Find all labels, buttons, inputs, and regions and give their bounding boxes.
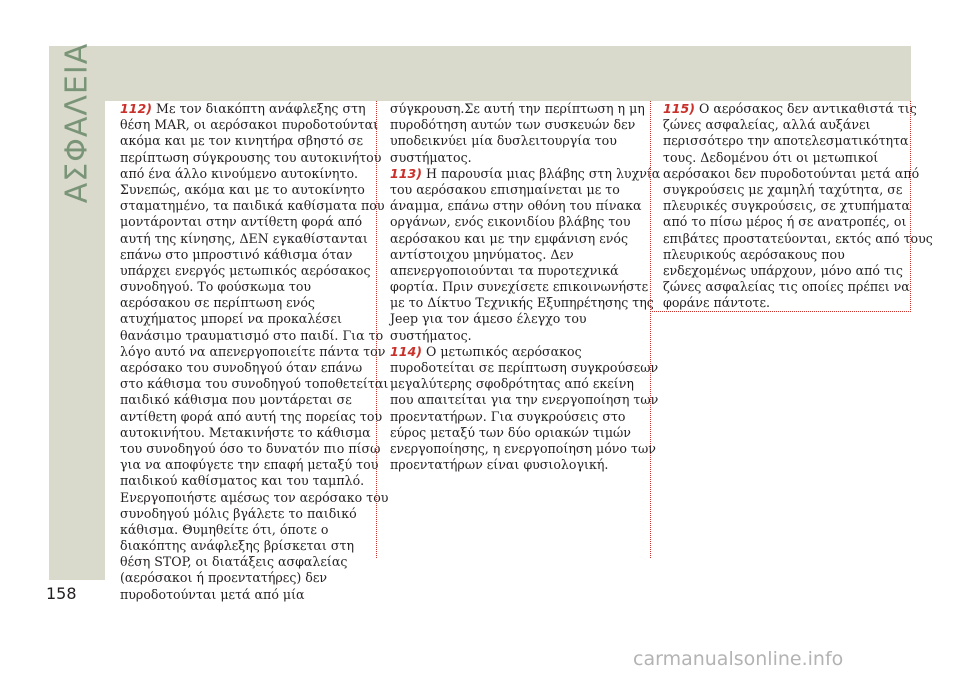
page-number: 158 bbox=[46, 584, 77, 603]
line-text: παιδικό κάθισμα που μοντάρεται σε bbox=[120, 392, 352, 408]
line-text: θανάσιμο τραυματισμό στο παιδί. Για το bbox=[120, 327, 384, 343]
text-line bbox=[663, 214, 908, 230]
line-text: Ο μετωπικός αερόσακος bbox=[426, 343, 582, 359]
watermark: carmanualsonline.info bbox=[633, 648, 844, 670]
line-text: φοράνε πάντοτε. bbox=[663, 295, 770, 311]
text-line bbox=[663, 263, 908, 279]
text-line bbox=[120, 101, 365, 117]
text-line bbox=[663, 295, 908, 311]
text-line bbox=[120, 182, 365, 198]
line-text: περισσότερο την αποτελεσματικότητα bbox=[663, 133, 909, 149]
note-number: 115) bbox=[663, 101, 696, 116]
text-line bbox=[390, 198, 640, 214]
line-text: από το πίσω μέρος ή σε ανατροπές, οι bbox=[663, 214, 907, 230]
text-line bbox=[120, 247, 365, 263]
text-line bbox=[390, 214, 640, 230]
text-line bbox=[120, 198, 385, 214]
text-line bbox=[120, 149, 382, 166]
text-line bbox=[663, 117, 908, 133]
text-line bbox=[663, 247, 908, 263]
text-line bbox=[120, 117, 379, 133]
line-text: διακόπτης ανάφλεξης βρίσκεται στη bbox=[120, 538, 354, 554]
line-text: φορτία. Πριν συνεχίσετε επικοινωνήστε bbox=[390, 279, 649, 295]
note-number: 113) bbox=[390, 165, 423, 181]
text-line bbox=[663, 150, 908, 166]
text-line bbox=[390, 360, 659, 376]
note-number: 114) bbox=[390, 343, 423, 359]
text-line bbox=[120, 279, 365, 295]
line-text: οργάνων, ενός εικονιδίου βλάβης του bbox=[390, 214, 631, 230]
line-text: μεγαλύτερης σφοδρότητας από εκείνη bbox=[390, 376, 634, 392]
text-line bbox=[120, 424, 371, 441]
line-text: συνοδηγού. Το φούσκωμα του bbox=[120, 279, 312, 295]
line-text: ενδεχομένως υπάρχουν, μόνο από τις bbox=[663, 262, 903, 278]
text-line bbox=[663, 230, 933, 247]
text-line bbox=[120, 376, 389, 392]
line-text: Με τον διακόπτη ανάφλεξης στη bbox=[156, 101, 366, 116]
text-line bbox=[390, 133, 640, 149]
line-text: (αερόσακοι ή προεντατήρες) δεν bbox=[120, 570, 328, 586]
line-text: Jeep για τον άμεσο έλεγχο του bbox=[390, 311, 587, 327]
text-column-1 bbox=[120, 101, 389, 603]
line-text: συστήματος. bbox=[390, 149, 472, 165]
text-line bbox=[390, 117, 640, 133]
line-text: απενεργοποιούνται τα πυροτεχνικά bbox=[390, 262, 619, 278]
header-band bbox=[105, 46, 911, 101]
text-column-2 bbox=[390, 101, 661, 473]
text-line bbox=[120, 133, 365, 149]
text-line bbox=[120, 392, 365, 408]
line-text: που απαιτείται για την ενεργοποίηση των bbox=[390, 392, 659, 408]
text-line bbox=[120, 473, 365, 489]
line-text: από ένα άλλο κινούμενο αυτοκίνητο. bbox=[120, 165, 359, 181]
line-text: παιδικού καθίσματος και του ταμπλό. bbox=[120, 473, 365, 489]
text-line bbox=[663, 182, 908, 198]
text-line bbox=[120, 440, 381, 457]
line-text: προεντατήρων. Για συγκρούσεις στο bbox=[390, 408, 626, 424]
line-text: του αερόσακου επισημαίνεται με το bbox=[390, 181, 620, 197]
line-text: ακόμα και με τον κινητήρα σβηστό σε bbox=[120, 133, 364, 149]
text-line bbox=[663, 279, 908, 295]
line-text: μοντάρονται στην αντίθετη φορά από bbox=[120, 214, 363, 230]
text-line bbox=[390, 182, 640, 198]
line-text: Ενεργοποιήστε αμέσως τον αερόσακο του bbox=[120, 489, 389, 505]
line-text: πυροδοτείται σε περίπτωση συγκρούσεων bbox=[390, 360, 659, 375]
line-text: αντίθετη φορά από αυτή της πορείας του bbox=[120, 408, 383, 424]
text-line bbox=[120, 570, 365, 586]
line-text: άναμμα, επάνω στην οθόνη του πίνακα bbox=[390, 198, 642, 214]
line-text: πυροδότηση αυτών των συσκευών δεν bbox=[390, 117, 636, 133]
line-text: υπάρχει ενεργός μετωπικός αερόσακος bbox=[120, 262, 371, 278]
text-line bbox=[663, 198, 911, 214]
line-text: εύρος μεταξύ των δύο οριακών τιμών bbox=[390, 424, 631, 440]
text-line bbox=[390, 328, 640, 344]
text-line bbox=[120, 522, 365, 538]
line-text: επάνω στο μπροστινό κάθισμα όταν bbox=[120, 246, 353, 262]
line-text: πλευρικές συγκρούσεις, σε χτυπήματα bbox=[663, 198, 911, 214]
text-line bbox=[390, 440, 656, 457]
line-text: συγκρούσεις με χαμηλή ταχύτητα, σε bbox=[663, 181, 903, 197]
line-text: λόγο αυτό να απενεργοποιείτε πάντα τον bbox=[120, 343, 386, 359]
text-line bbox=[120, 457, 379, 473]
text-line bbox=[120, 327, 384, 344]
line-text: αντίστοιχου μηνύματος. Δεν bbox=[390, 246, 574, 262]
text-line bbox=[390, 263, 640, 279]
line-text: ενεργοποίησης, η ενεργοποίηση μόνο των bbox=[390, 440, 656, 456]
line-text: αερόσακοι δεν πυροδοτούνται μετά από bbox=[663, 165, 920, 181]
text-line bbox=[120, 587, 365, 603]
text-line bbox=[663, 165, 920, 182]
line-text: αερόσακου και με την εμφάνιση ενός bbox=[390, 230, 629, 246]
text-line bbox=[390, 231, 640, 247]
text-line bbox=[120, 506, 365, 522]
line-text: σταματημένο, τα παιδικά καθίσματα που bbox=[120, 198, 385, 214]
line-text: πυροδοτούνται μετά από μία bbox=[120, 586, 305, 602]
text-line bbox=[120, 538, 365, 554]
note-number: 112) bbox=[120, 101, 153, 116]
line-text: κάθισμα. Θυμηθείτε ότι, όποτε ο bbox=[120, 521, 329, 537]
line-text: θέση MAR, οι αερόσακοι πυροδοτούνται bbox=[120, 117, 379, 133]
text-line bbox=[390, 101, 645, 117]
text-line bbox=[663, 133, 908, 149]
line-text: σύγκρουση.Σε αυτή την περίπτωση η μη bbox=[390, 101, 645, 116]
text-line bbox=[120, 166, 365, 182]
section-title: ΑΣΦΑΛΕΙΑ bbox=[59, 42, 95, 204]
line-text: Ο αερόσακος δεν αντικαθιστά τις bbox=[699, 101, 917, 116]
line-text: αερόσακο του συνοδηγού όταν επάνω bbox=[120, 360, 363, 375]
text-line bbox=[120, 262, 371, 279]
text-line bbox=[390, 150, 640, 166]
text-line bbox=[390, 295, 654, 311]
line-text: αυτοκινήτου. Μετακινήστε το κάθισμα bbox=[120, 424, 371, 440]
line-text: ζώνες ασφαλείας, αλλά αυξάνει bbox=[663, 117, 871, 133]
line-text: αυτή της κίνησης, ΔΕΝ εγκαθίστανται bbox=[120, 230, 368, 246]
line-text: αερόσακου σε περίπτωση ενός bbox=[120, 295, 315, 311]
text-line bbox=[390, 409, 640, 425]
line-text: ζώνες ασφαλείας τις οποίες πρέπει να bbox=[663, 279, 910, 295]
line-text: θέση STOP, οι διατάξεις ασφαλείας bbox=[120, 554, 348, 570]
text-line bbox=[390, 344, 640, 360]
line-text: στο κάθισμα του συνοδηγού τοποθετείται bbox=[120, 376, 389, 392]
text-line bbox=[120, 408, 383, 425]
line-text: προεντατήρων είναι φυσιολογική. bbox=[390, 457, 609, 473]
text-line bbox=[390, 376, 640, 392]
text-line bbox=[390, 311, 640, 327]
text-line bbox=[390, 425, 640, 441]
line-text: Η παρουσία μιας βλάβης στη λυχνία bbox=[426, 165, 661, 181]
text-line bbox=[120, 360, 365, 376]
line-text: συστήματος. bbox=[390, 327, 472, 343]
line-text: επιβάτες προστατεύονται, εκτός από τους bbox=[663, 230, 933, 246]
text-line bbox=[390, 457, 640, 473]
line-text: τους. Δεδομένου ότι οι μετωπικοί bbox=[663, 149, 879, 165]
line-text: του συνοδηγού όσο το δυνατόν πιο πίσω bbox=[120, 440, 381, 456]
text-line bbox=[390, 279, 649, 295]
text-line bbox=[120, 230, 368, 247]
text-line bbox=[120, 295, 365, 311]
text-line bbox=[120, 489, 389, 506]
text-line bbox=[390, 165, 661, 182]
text-line bbox=[663, 101, 917, 117]
text-line bbox=[120, 311, 365, 327]
line-text: περίπτωση σύγκρουσης του αυτοκινήτου bbox=[120, 149, 382, 165]
line-text: Συνεπώς, ακόμα και με το αυτοκίνητο bbox=[120, 181, 365, 197]
text-line bbox=[390, 392, 659, 408]
text-column-3 bbox=[663, 101, 933, 311]
text-line bbox=[120, 343, 386, 360]
line-text: πλευρικούς αερόσακους που bbox=[663, 246, 845, 262]
text-line bbox=[120, 214, 365, 230]
line-text: για να αποφύγετε την επαφή μεταξύ του bbox=[120, 457, 379, 473]
line-text: με το Δίκτυο Τεχνικής Εξυπηρέτησης της bbox=[390, 295, 654, 311]
text-line bbox=[390, 247, 640, 263]
line-text: υποδεικνύει μία δυσλειτουργία του bbox=[390, 133, 617, 149]
line-text: συνοδηγού μόλις βγάλετε το παιδικό bbox=[120, 505, 357, 521]
text-line bbox=[120, 554, 365, 570]
line-text: ατυχήματος μπορεί να προκαλέσει bbox=[120, 311, 342, 327]
